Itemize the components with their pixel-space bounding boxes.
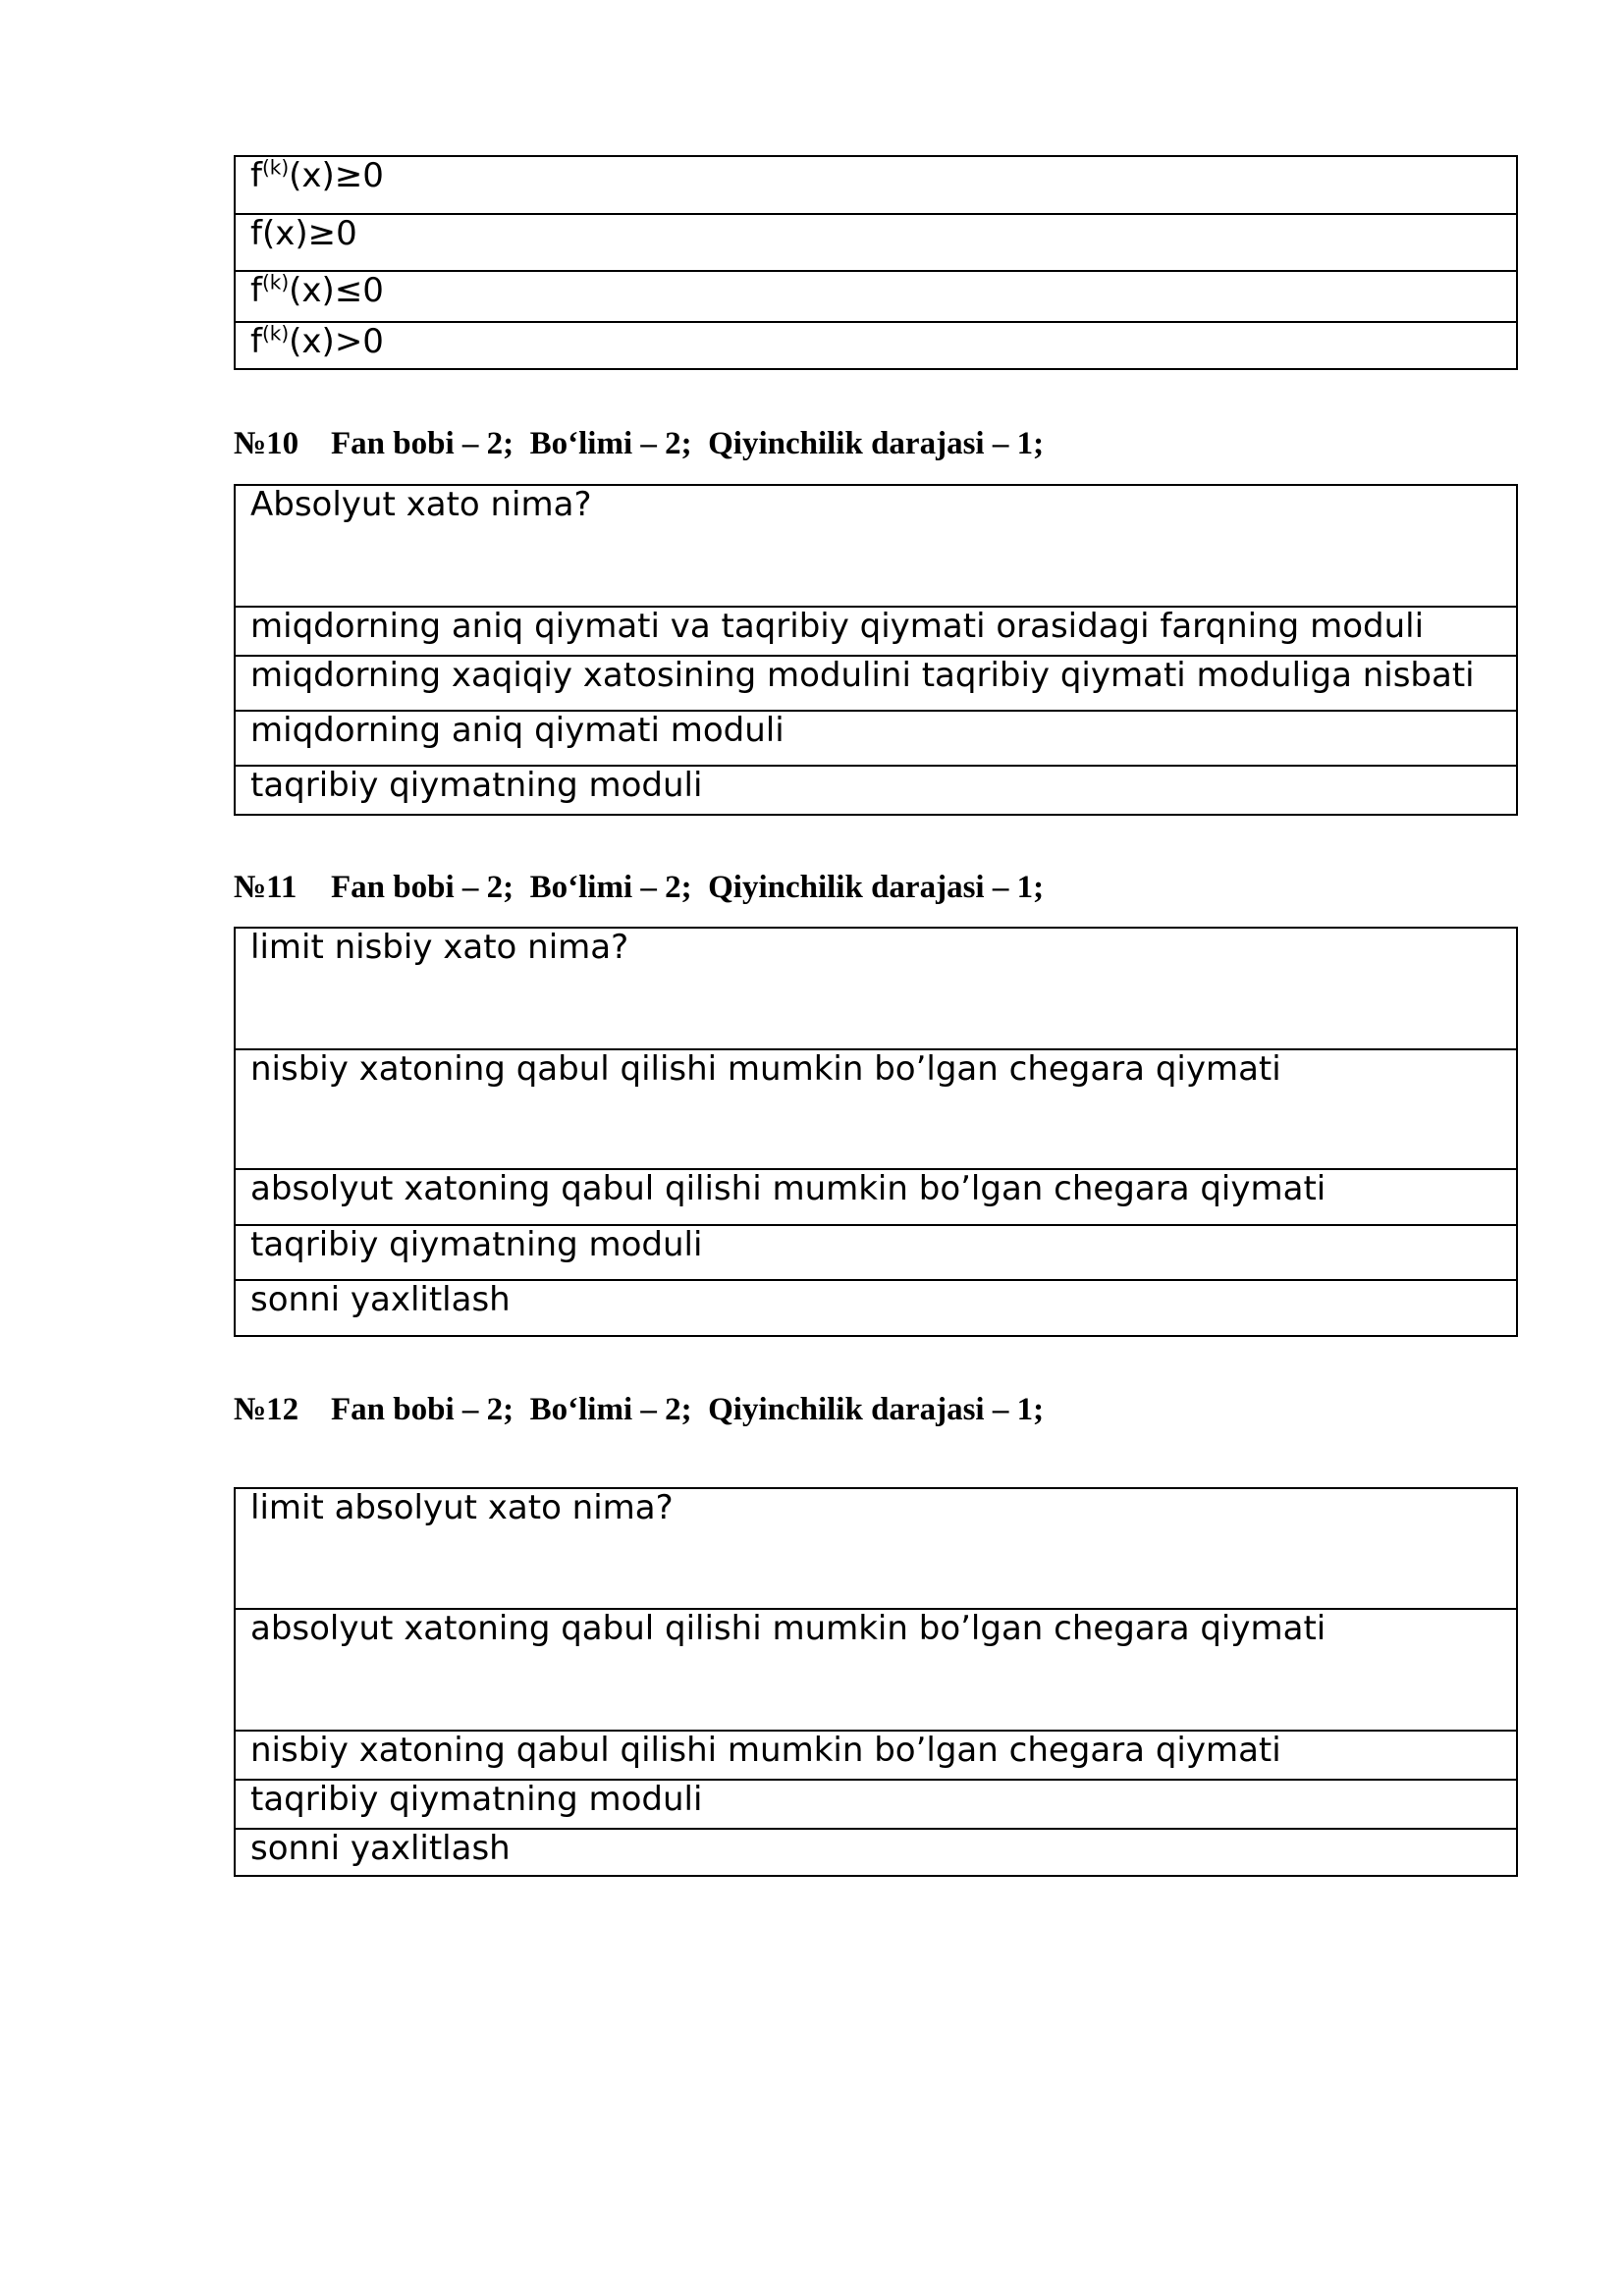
answer-option: miqdorning aniq qiymati moduli <box>235 711 1517 766</box>
answer-option: sonni yaxlitlash <box>235 1280 1517 1336</box>
question-number: №11 <box>234 870 298 905</box>
answer-row <box>235 156 1517 214</box>
answer-row <box>235 1829 1517 1876</box>
question-text: Absolyut xato nima? <box>235 485 1517 607</box>
answer-option: taqribiy qiymatning moduli <box>235 1225 1517 1280</box>
question-number: №10 <box>234 426 299 461</box>
answer-row <box>235 766 1517 815</box>
question-heading <box>234 1392 1044 1428</box>
question-text: limit absolyut xato nima? <box>235 1488 1517 1609</box>
answer-option: miqdorning aniq qiymati va taqribiy qiymati orasidagi farqning moduli <box>235 607 1517 656</box>
answer-table-previous <box>234 155 1518 370</box>
question-heading <box>234 870 1044 906</box>
answer-row <box>235 1169 1517 1225</box>
question-table <box>234 1487 1518 1877</box>
answer-row <box>235 656 1517 711</box>
question-row <box>235 485 1517 607</box>
answer-option: nisbiy xatoning qabul qilishi mumkin bo’lgan chegara qiymati <box>235 1731 1517 1780</box>
answer-option: miqdorning xaqiqiy xatosining modulini taqribiy qiymati moduliga nisbati <box>235 656 1517 711</box>
answer-option: absolyut xatoning qabul qilishi mumkin bo’lgan chegara qiymati <box>235 1169 1517 1225</box>
answer-option: taqribiy qiymatning moduli <box>235 1780 1517 1829</box>
answer-row <box>235 1225 1517 1280</box>
answer-row <box>235 322 1517 369</box>
answer-option: nisbiy xatoning qabul qilishi mumkin bo’lgan chegara qiymati <box>235 1049 1517 1169</box>
answer-option: sonni yaxlitlash <box>235 1829 1517 1876</box>
answer-option: $f^{(k)}(x)\ge 0$ <box>235 156 1517 214</box>
answer-row <box>235 1731 1517 1780</box>
answer-row <box>235 607 1517 656</box>
question-table <box>234 927 1518 1337</box>
answer-option: $f^{(k)}(x)\le 0$ <box>235 271 1517 322</box>
answer-row <box>235 214 1517 271</box>
answer-row <box>235 711 1517 766</box>
question-text: limit nisbiy xato nima? <box>235 928 1517 1049</box>
question-number: №12 <box>234 1392 299 1427</box>
question-row <box>235 928 1517 1049</box>
question-meta: Fan bobi – 2; Bo‘limi – 2; Qiyinchilik darajasi – 1; <box>331 1392 1045 1427</box>
answer-row <box>235 1280 1517 1336</box>
question-meta: Fan bobi – 2; Bo‘limi – 2; Qiyinchilik darajasi – 1; <box>331 426 1045 461</box>
question-row <box>235 1488 1517 1609</box>
answer-option: taqribiy qiymatning moduli <box>235 766 1517 815</box>
answer-row <box>235 1049 1517 1169</box>
question-table <box>234 484 1518 816</box>
answer-option: f(x)≥0 <box>235 214 1517 271</box>
answer-row <box>235 1609 1517 1731</box>
question-heading <box>234 426 1044 462</box>
answer-row <box>235 1780 1517 1829</box>
answer-option: absolyut xatoning qabul qilishi mumkin bo’lgan chegara qiymati <box>235 1609 1517 1731</box>
answer-row <box>235 271 1517 322</box>
question-meta: Fan bobi – 2; Bo‘limi – 2; Qiyinchilik darajasi – 1; <box>331 870 1045 905</box>
answer-option: $f^{(k)}(x)>0$ <box>235 322 1517 369</box>
